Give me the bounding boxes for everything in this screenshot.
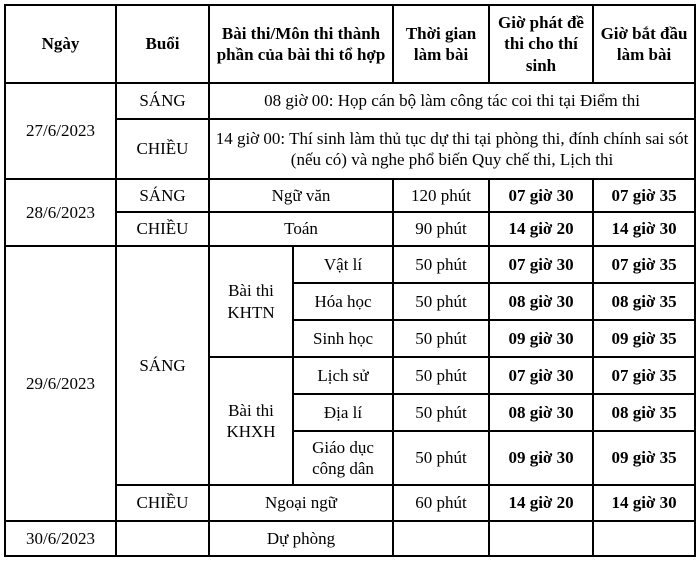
table-row bbox=[5, 521, 695, 556]
col-header-duration: Thời gian làm bài bbox=[393, 5, 489, 83]
handout-cell: 08 giờ 30 bbox=[489, 283, 593, 320]
date-cell-30-6: 30/6/2023 bbox=[5, 521, 116, 556]
handout-cell: 09 giờ 30 bbox=[489, 320, 593, 357]
handout-cell: 14 giờ 20 bbox=[489, 485, 593, 521]
table-row bbox=[5, 83, 695, 119]
duration-cell: 50 phút bbox=[393, 320, 489, 357]
session-cell: CHIỀU bbox=[116, 212, 209, 246]
morning-note-cell: 08 giờ 00: Họp cán bộ làm công tác coi thi tại Điểm thi bbox=[209, 83, 695, 119]
exam-schedule-table bbox=[4, 4, 696, 557]
duration-cell: 90 phút bbox=[393, 212, 489, 246]
handout-cell bbox=[489, 521, 593, 556]
duration-cell: 50 phút bbox=[393, 431, 489, 485]
subject-cell: Sinh học bbox=[293, 320, 393, 357]
col-header-start-time: Giờ bắt đầu làm bài bbox=[593, 5, 695, 83]
subject-cell: Ngữ văn bbox=[209, 179, 393, 212]
start-cell: 14 giờ 30 bbox=[593, 212, 695, 246]
start-cell: 07 giờ 35 bbox=[593, 357, 695, 394]
subject-cell: Dự phòng bbox=[209, 521, 393, 556]
start-cell: 07 giờ 35 bbox=[593, 179, 695, 212]
col-header-date: Ngày bbox=[5, 5, 116, 83]
session-cell: SÁNG bbox=[116, 179, 209, 212]
duration-cell: 50 phút bbox=[393, 283, 489, 320]
subject-cell: Hóa học bbox=[293, 283, 393, 320]
subject-cell: Toán bbox=[209, 212, 393, 246]
afternoon-note-cell: 14 giờ 00: Thí sinh làm thủ tục dự thi tại phòng thi, đính chính sai sót (nếu có) và nghe phổ biến Quy chế thi, Lịch thi bbox=[209, 119, 695, 179]
subject-cell: Ngoại ngữ bbox=[209, 485, 393, 521]
col-header-handout-time: Giờ phát đề thi cho thí sinh bbox=[489, 5, 593, 83]
session-cell bbox=[116, 521, 209, 556]
start-cell: 08 giờ 35 bbox=[593, 283, 695, 320]
subject-cell: Lịch sử bbox=[293, 357, 393, 394]
session-cell: SÁNG bbox=[116, 83, 209, 119]
handout-cell: 08 giờ 30 bbox=[489, 394, 593, 431]
duration-cell: 60 phút bbox=[393, 485, 489, 521]
handout-cell: 07 giờ 30 bbox=[489, 246, 593, 283]
table-row bbox=[5, 246, 695, 283]
duration-cell: 50 phút bbox=[393, 357, 489, 394]
col-header-session: Buổi bbox=[116, 5, 209, 83]
col-header-subject: Bài thi/Môn thi thành phần của bài thi tổ hợp bbox=[209, 5, 393, 83]
header-row bbox=[5, 5, 695, 83]
start-cell: 14 giờ 30 bbox=[593, 485, 695, 521]
subject-cell: Giáo dục công dân bbox=[293, 431, 393, 485]
duration-cell: 50 phút bbox=[393, 394, 489, 431]
subject-cell: Địa lí bbox=[293, 394, 393, 431]
session-cell: SÁNG bbox=[116, 246, 209, 485]
table-row bbox=[5, 179, 695, 212]
khxh-group-cell: Bài thi KHXH bbox=[209, 357, 293, 485]
duration-cell bbox=[393, 521, 489, 556]
start-cell bbox=[593, 521, 695, 556]
duration-cell: 120 phút bbox=[393, 179, 489, 212]
start-cell: 08 giờ 35 bbox=[593, 394, 695, 431]
handout-cell: 07 giờ 30 bbox=[489, 357, 593, 394]
date-cell-27-6: 27/6/2023 bbox=[5, 83, 116, 179]
session-cell: CHIỀU bbox=[116, 485, 209, 521]
date-cell-29-6: 29/6/2023 bbox=[5, 246, 116, 521]
duration-cell: 50 phút bbox=[393, 246, 489, 283]
start-cell: 09 giờ 35 bbox=[593, 320, 695, 357]
handout-cell: 09 giờ 30 bbox=[489, 431, 593, 485]
session-cell: CHIỀU bbox=[116, 119, 209, 179]
start-cell: 09 giờ 35 bbox=[593, 431, 695, 485]
khtn-group-cell: Bài thi KHTN bbox=[209, 246, 293, 357]
date-cell-28-6: 28/6/2023 bbox=[5, 179, 116, 246]
start-cell: 07 giờ 35 bbox=[593, 246, 695, 283]
subject-cell: Vật lí bbox=[293, 246, 393, 283]
handout-cell: 07 giờ 30 bbox=[489, 179, 593, 212]
handout-cell: 14 giờ 20 bbox=[489, 212, 593, 246]
